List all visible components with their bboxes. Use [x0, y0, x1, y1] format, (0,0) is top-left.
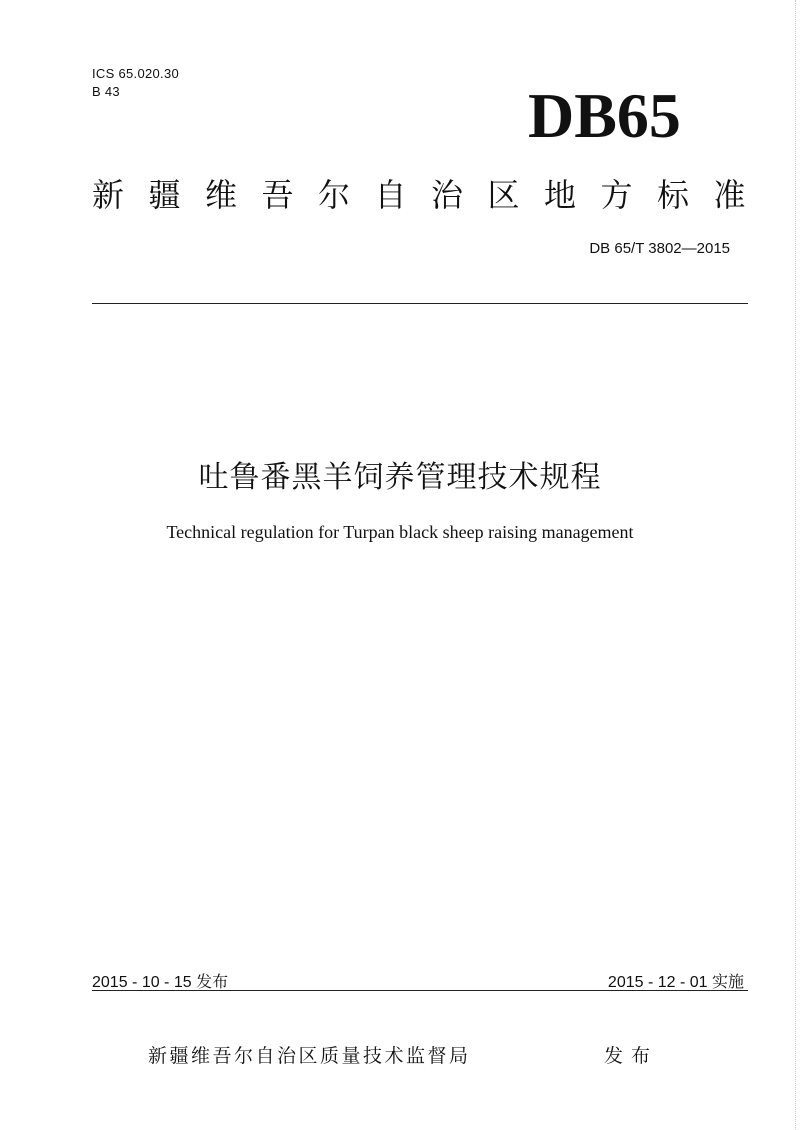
classification-code: B 43 [92, 84, 120, 99]
db-logo: DB65 [528, 80, 681, 151]
top-divider [92, 303, 748, 304]
standard-number: DB 65/T 3802—2015 [589, 240, 730, 257]
issuing-action: 发布 [604, 1045, 659, 1067]
issue-date: 2015 - 10 - 15 发布 [92, 974, 229, 991]
bottom-divider [92, 990, 748, 991]
ics-code: ICS 65.020.30 [92, 66, 180, 81]
scan-edge [795, 0, 800, 1130]
standard-category-title: 新疆维吾尔自治区地方标准 [92, 176, 771, 214]
document-title-english: Technical regulation for Turpan black sheep raising management [166, 522, 634, 542]
issuing-authority: 新疆维吾尔自治区质量技术监督局 [148, 1045, 471, 1067]
implementation-date: 2015 - 12 - 01 实施 [607, 974, 744, 991]
document-title-chinese: 吐鲁番黑羊饲养管理技术规程 [198, 460, 602, 495]
